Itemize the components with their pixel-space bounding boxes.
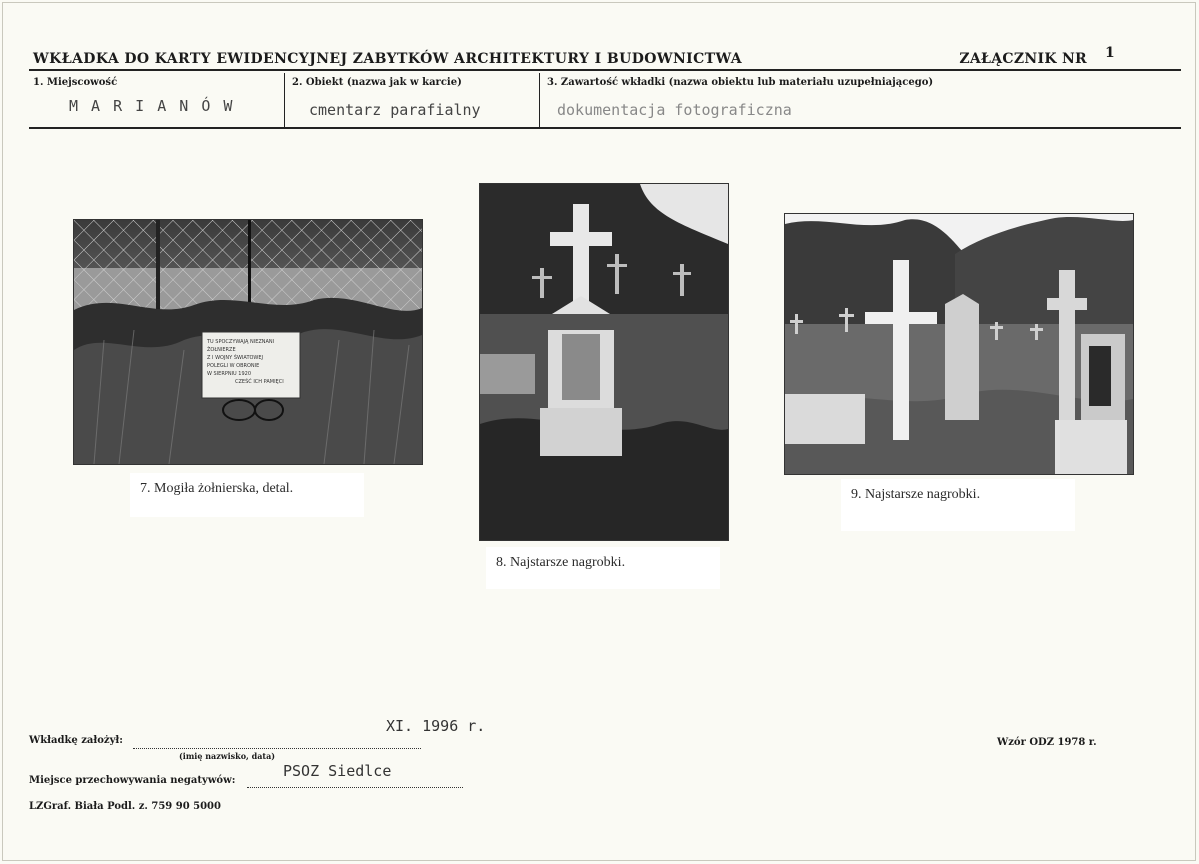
photo-9-caption: 9. Najstarsze nagrobki. — [841, 479, 1075, 531]
field-divider-2 — [539, 73, 540, 128]
grave-sign-line: Z I WOJNY ŚWIATOWEJ — [207, 355, 264, 361]
photo-old-tombstones-1-image — [480, 184, 728, 540]
object-value: cmentarz parafialny — [309, 101, 481, 119]
header-rule — [29, 69, 1181, 71]
grave-sign-line: CZEŚĆ ICH PAMIĘCI — [235, 379, 284, 385]
record-sheet — [2, 2, 1196, 861]
grave-sign-text — [207, 338, 297, 386]
content-value: dokumentacja fotograficzna — [557, 101, 792, 119]
object-label: 2. Obiekt (nazwa jak w karcie) — [292, 77, 462, 88]
form-model: Wzór ODZ 1978 r. — [997, 737, 1097, 748]
grave-sign-line: W SIERPNIU 1920 — [207, 371, 252, 377]
storage-line — [247, 787, 463, 788]
fields-rule — [29, 127, 1181, 129]
printer-note: LZGraf. Biała Podl. z. 759 90 5000 — [29, 801, 221, 812]
photo-8-caption: 8. Najstarsze nagrobki. — [486, 547, 720, 589]
content-label: 3. Zawartość wkładki (nazwa obiektu lub materiału uzupełniającego) — [547, 77, 934, 88]
photo-old-tombstones-2 — [784, 213, 1134, 475]
place-label: 1. Miejscowość — [33, 77, 118, 88]
founder-label: Wkładkę założył: — [29, 735, 123, 746]
founder-hint: (imię nazwisko, data) — [179, 751, 276, 761]
grave-sign-line: POLEGLI W OBRONIE — [207, 363, 260, 369]
photo-old-tombstones-2-image — [785, 214, 1133, 474]
storage-value: PSOZ Siedlce — [283, 762, 392, 780]
place-value: M A R I A N Ó W — [69, 97, 235, 115]
grave-sign-line: TU SPOCZYWAJĄ NIEZNANI ŻOŁNIERZE — [207, 339, 275, 353]
form-title: WKŁADKA DO KARTY EWIDENCYJNEJ ZABYTKÓW ARCHITEKTURY I BUDOWNICTWA — [33, 51, 742, 67]
attachment-label: ZAŁĄCZNIK NR — [959, 51, 1087, 67]
attachment-number: 1 — [1105, 45, 1115, 61]
founder-value: XI. 1996 r. — [386, 717, 486, 735]
photo-old-tombstones-1 — [479, 183, 729, 541]
photo-soldier-grave — [73, 219, 423, 465]
field-divider-1 — [284, 73, 285, 128]
storage-label: Miejsce przechowywania negatywów: — [29, 775, 236, 786]
founder-line — [133, 748, 421, 749]
photo-7-caption: 7. Mogiła żołnierska, detal. — [130, 473, 364, 517]
